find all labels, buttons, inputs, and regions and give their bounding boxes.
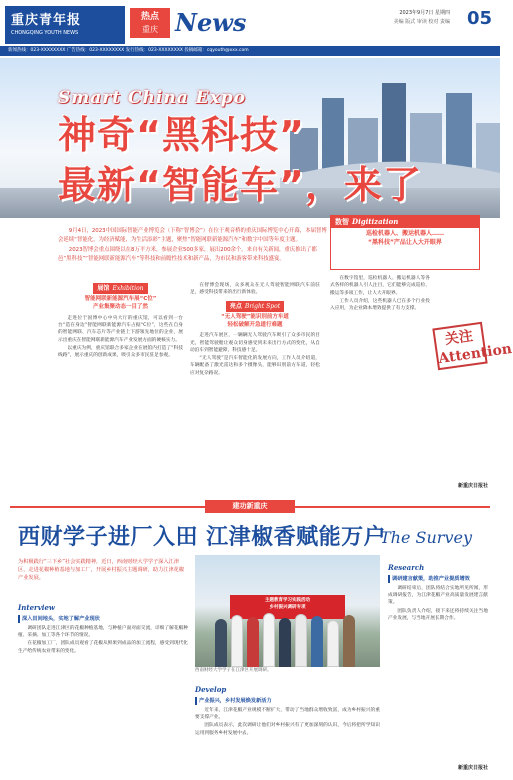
interview-paragraph-1: 调研团队走进江津区的花椒种植基地，与种植户面对面交流，详细了解花椒种植、采摘、加工等各个环节的情况。 bbox=[18, 625, 188, 639]
hero-title-line1: 神奇“黑科技” bbox=[58, 113, 305, 157]
editor-credits: 美编 版式 审读 校对 责编 bbox=[393, 19, 450, 26]
exhibition-badge-en: Exhibition bbox=[112, 285, 144, 292]
interview-heading bbox=[18, 603, 188, 614]
digitization-header bbox=[331, 216, 479, 228]
person-figure bbox=[263, 613, 275, 667]
byline-story1: 新重庆日报社 bbox=[457, 483, 488, 489]
person-figure bbox=[231, 615, 243, 667]
hero-english-title: Smart China Expo bbox=[58, 88, 246, 108]
digitization-box bbox=[330, 215, 480, 270]
bright-spot-intro: 在智博会现场，众多观众在无人驾驶智能网联汽车前驻足，感受科技带来的出行新体验。 bbox=[190, 283, 320, 296]
person-figure bbox=[343, 615, 355, 667]
story2-english-title: The Survey bbox=[380, 528, 472, 547]
photo-banner-line1: 主题教育学习实践活动 bbox=[265, 598, 310, 603]
page-number: 05 bbox=[466, 8, 492, 29]
exhibition-badge bbox=[93, 283, 147, 294]
issue-date: 2023年9月7日 星期四 bbox=[399, 10, 450, 16]
bright-spot-badge-en: Bright Spot bbox=[244, 302, 281, 310]
section-divider bbox=[0, 500, 500, 514]
bright-spot-paragraph-2: 走进汽车展区，一辆辆无人驾驶汽车吸引了众多市民的目光，智能驾驶舱让观众切身感受到未来出行方式的变化，从自动泊车到智能避障，科技感十足。 bbox=[190, 333, 320, 353]
digitization-paragraph-1: 在数字馆里，巡检机器人、搬运机器人等各式各样的机器人引人注目，它们能够完成巡检、搬运等多项工作，让人大开眼界。 bbox=[330, 276, 430, 296]
develop-paragraph-2: 团队成员表示，此次调研让他们对乡村振兴有了更加深刻的认识，今后将把所学知识运用到服务乡村发展中去。 bbox=[195, 723, 380, 736]
develop-subtitle: 产业振兴，乡村发展焕发新活力 bbox=[195, 697, 380, 705]
research-heading-en: Research bbox=[388, 563, 425, 572]
photo-caption: 西南财经大学学子在江津区开展调研。 bbox=[195, 668, 272, 673]
person-figure bbox=[327, 620, 339, 667]
bright-spot-subtitle bbox=[190, 314, 320, 329]
bright-spot-subtitle-line1: “无人驾驶”能识别前方车道 bbox=[221, 313, 289, 320]
masthead bbox=[0, 0, 500, 58]
bright-spot-paragraph-3: “无人驾驶”是汽车智能化的发展方向，工作人员介绍道，车辆配备了激光雷达和多个摄像头，能够识别前方车道，轻松应对复杂路况。 bbox=[190, 356, 320, 376]
hero-title-line2: 最新“智能车”，来了 bbox=[58, 163, 422, 207]
bright-spot-badge-label: 亮点 bbox=[229, 302, 242, 310]
exhibition-paragraph-1: 走进位于国博中心中央大厅的重庆馆，可以看到一台台“造在身边”智能网联新能源汽车占据“C位”，这些在自身的智能网联、汽车芯片等产业链上下游领先地位的企业，展示出重庆在智能网联新能源汽车产业发展方面的硬核实力。 bbox=[58, 315, 183, 343]
column-interview bbox=[18, 600, 188, 656]
bright-spot-badge bbox=[226, 301, 284, 312]
interview-heading-en: Interview bbox=[18, 603, 55, 612]
lead-paragraphs bbox=[58, 227, 328, 266]
digitization-paragraph-2: 工作人员介绍，这些机器人已在多个行业投入应用，为企业降本增效提供了有力支撑。 bbox=[330, 298, 430, 312]
survey-photo bbox=[195, 555, 380, 667]
lead-paragraph-1: 9月4日，2023中国国际智能产业博览会（下称“智博会”）在位于观音桥的重庆国际博览中心开幕，本届智博会延续“智能化，为经济赋能，为生活添彩”主题，聚焦“智能网联新能源汽车”和数字中国等年度主题。 bbox=[58, 228, 327, 243]
lead-paragraph-2: 2023智博会重点围绕以在8万平方米，参展企业500多家，展出200余个。来自有关新闻，重庆推出了都邑“黑科技”“智能网联新能源汽车”等科技和前瞻性技术和新产品，为市民和游客带来科技盛宴。 bbox=[58, 247, 317, 262]
person-figure bbox=[295, 614, 307, 667]
develop-heading bbox=[195, 685, 380, 696]
column-exhibition bbox=[58, 280, 183, 360]
exhibition-badge-label: 展馆 bbox=[97, 285, 110, 292]
digitization-label-en: Digitization bbox=[352, 217, 399, 226]
section-tag-line2: 重庆 bbox=[142, 25, 158, 35]
divider-label: 建功新重庆 bbox=[205, 500, 295, 513]
exhibition-subtitle-line1: 智能网联新能源汽车展“C位” bbox=[84, 296, 157, 303]
story2-lead: 为积极践行“三下乡”社会实践精神，近日，西南财经大学学子深入江津区，走进花椒种植基地与加工厂，开展乡村振兴主题调研，助力江津花椒产业发展。 bbox=[18, 559, 185, 582]
exhibition-subtitle-line2: 产业集聚动态一目了然 bbox=[92, 303, 148, 310]
research-heading bbox=[388, 563, 488, 574]
contact-strip: 新闻热线：023-XXXXXXXX 广告热线：023-XXXXXXXX 发行热线：023-XXXXXXXX 投稿邮箱：cqyouth@xxx.com bbox=[0, 46, 500, 56]
interview-paragraph-2: 在花椒加工厂，团队成员观看了花椒从鲜果到成品的加工流程，感受到现代化生产给传统农业带来的变化。 bbox=[18, 641, 188, 654]
section-tag-line1: 热点 bbox=[140, 12, 159, 22]
develop-paragraph-1: 近年来，江津花椒产业规模不断扩大，带动了当地群众增收致富，成为乡村振兴的重要支撑产业。 bbox=[195, 707, 380, 721]
digitization-line2: “黑科技”产品让人大开眼界 bbox=[368, 238, 442, 246]
bright-spot-subtitle-line2: 轻松破解开急道行难题 bbox=[227, 321, 283, 328]
newspaper-logo-sub: CHONGQING YOUTH NEWS bbox=[11, 30, 79, 36]
column-develop bbox=[195, 682, 380, 738]
photo-banner bbox=[230, 595, 345, 619]
exhibition-paragraph-2: 以重庆为例，重庆馆联合多家企业在展馆内打造了“科技线路”，展示重庆的创新成果，吸引众多市民驻足参观。 bbox=[58, 345, 183, 359]
masthead-logo-block bbox=[5, 6, 125, 44]
person-figure bbox=[247, 617, 259, 667]
person-figure bbox=[311, 616, 323, 667]
person-figure bbox=[215, 619, 227, 667]
story2-title: 西财学子进厂入田 江津椒香赋能万户 bbox=[18, 525, 387, 550]
digitization-body bbox=[331, 228, 479, 249]
attention-stamp: 关注 Attention bbox=[432, 322, 487, 371]
hero-banner bbox=[0, 58, 500, 218]
digitization-line1: 巡检机器人、搬运机器人…… bbox=[365, 230, 444, 238]
research-paragraph-2: 团队负责人介绍，接下来还将持续关注当地产业发展，与当地开展长期合作。 bbox=[388, 608, 488, 622]
masthead-info bbox=[394, 10, 450, 27]
interview-subtitle: 深入田间地头，实地了解产业现状 bbox=[18, 615, 188, 623]
newspaper-logo: 重庆青年报 bbox=[11, 13, 82, 28]
digitization-label: 数智 bbox=[335, 218, 349, 226]
develop-heading-en: Develop bbox=[195, 685, 227, 694]
byline-story2: 新重庆日报社 bbox=[457, 765, 488, 771]
column-bright-spot bbox=[190, 282, 320, 378]
column-digitization bbox=[330, 275, 430, 313]
person-figure bbox=[279, 618, 291, 667]
column-research bbox=[388, 560, 488, 623]
research-paragraph-1: 调研结束后，团队将结合实地所见所闻，形成调研报告，为江津花椒产业高质量发展建言献策。 bbox=[388, 585, 488, 606]
research-subtitle: 调研建言献策，助推产业提质增效 bbox=[388, 575, 488, 583]
exhibition-subtitle bbox=[58, 296, 183, 311]
section-tag bbox=[130, 8, 170, 38]
photo-banner-line2: 乡村振兴调研专项 bbox=[269, 604, 306, 610]
news-wordmark: News bbox=[175, 8, 247, 37]
